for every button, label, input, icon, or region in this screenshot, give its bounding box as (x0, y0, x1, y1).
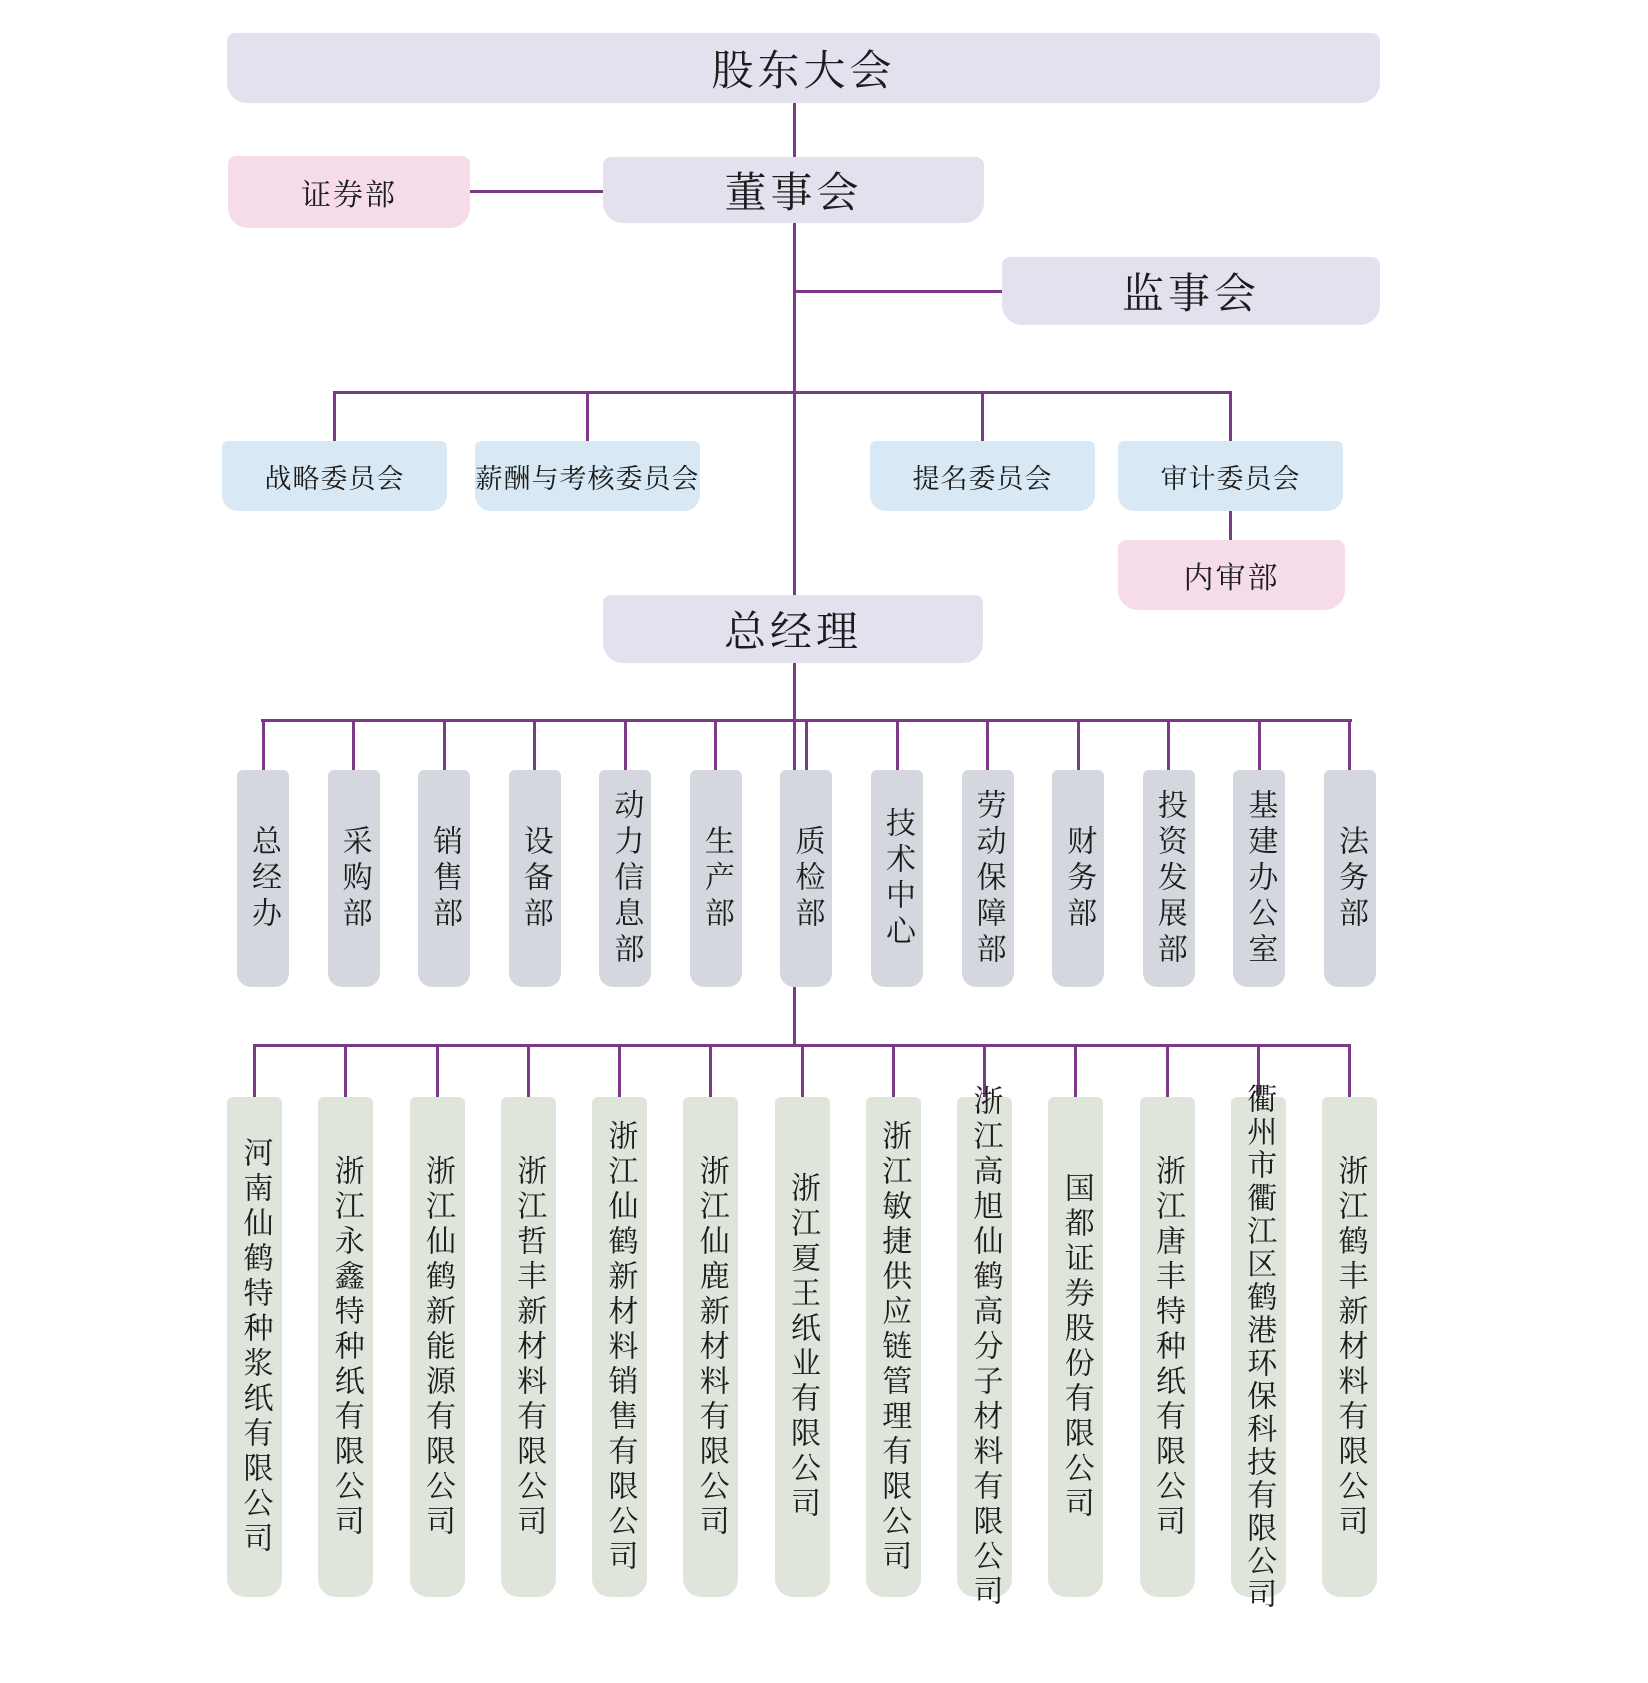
subsidiary-label: 浙江永鑫特种纸有限公司 (329, 1154, 363, 1540)
connector-stub (1348, 1044, 1351, 1097)
dept-column (1233, 719, 1285, 987)
strategy-committee-label: 战略委员会 (264, 463, 405, 494)
subsidiary-column (1322, 1044, 1377, 1597)
securities-dept-node (228, 156, 470, 228)
connector-stub (896, 719, 899, 770)
connector-stub (262, 719, 265, 770)
dept-column (1324, 719, 1376, 987)
subsidiary-label: 浙江鹤丰新材料有限公司 (1333, 1154, 1367, 1540)
nomination-committee-label: 提名委员会 (912, 463, 1053, 494)
subsidiary-label: 浙江哲丰新材料有限公司 (512, 1154, 546, 1540)
dept-label: 设备部 (518, 824, 552, 933)
departments-row (237, 719, 1376, 987)
dept-label: 生产部 (699, 824, 733, 933)
dept-label: 财务部 (1062, 824, 1096, 933)
subsidiary-column (1140, 1044, 1195, 1597)
subsidiary-column (410, 1044, 465, 1597)
dept-column (962, 719, 1014, 987)
subsidiary-label: 浙江夏王纸业有限公司 (786, 1172, 819, 1522)
securities-dept-label: 证券部 (301, 179, 397, 212)
dept-column (328, 719, 380, 987)
subsidiary-label: 浙江仙鹤新能源有限公司 (421, 1154, 454, 1540)
subsidiary-column (1231, 1044, 1286, 1611)
connector-stub (344, 1044, 347, 1097)
subsidiaries-row (227, 1044, 1377, 1611)
dept-label: 总经办 (247, 824, 280, 933)
subsidiary-label: 浙江仙鹤新材料销售有限公司 (603, 1119, 637, 1575)
general-manager-label: 总经理 (723, 608, 862, 655)
dept-column (509, 719, 561, 987)
subsidiary-column (683, 1044, 738, 1597)
connector-stub (1077, 719, 1080, 770)
connector-stub (714, 719, 717, 770)
board-of-directors-label: 董事会 (724, 169, 863, 216)
dept-column (1143, 719, 1195, 987)
dept-column (690, 719, 742, 987)
dept-label: 法务部 (1333, 824, 1367, 933)
connector-stub-committee-2 (586, 391, 589, 441)
connector-line-shareholders-board (793, 103, 796, 157)
shareholders-meeting-node (227, 33, 1380, 103)
connector-stub (801, 1044, 804, 1097)
connector-stub (618, 1044, 621, 1097)
subsidiary-column (592, 1044, 647, 1597)
connector-stub (1074, 1044, 1077, 1097)
connector-stub (624, 719, 627, 770)
connector-bar-subsidiaries (253, 1044, 1351, 1047)
connector-stub (436, 1044, 439, 1097)
connector-stub (1166, 1044, 1169, 1097)
subsidiary-label: 浙江高旭仙鹤高分子材料有限公司 (968, 1084, 1002, 1610)
audit-committee-label: 审计委员会 (1160, 463, 1301, 494)
subsidiary-column (1048, 1044, 1103, 1597)
dept-label: 采购部 (337, 824, 371, 933)
connector-stub (805, 719, 808, 770)
connector-stub (527, 1044, 530, 1097)
subsidiary-column (227, 1044, 282, 1597)
subsidiary-label: 浙江唐丰特种纸有限公司 (1151, 1154, 1184, 1540)
connector-stub (709, 1044, 712, 1097)
connector-stub-committee-1 (333, 391, 336, 441)
subsidiary-label: 浙江敏捷供应链管理有限公司 (877, 1119, 911, 1575)
connector-line-board-gm (793, 223, 796, 595)
general-manager-node (603, 595, 983, 663)
connector-stub (1348, 719, 1351, 770)
subsidiary-label: 衢州市衢江区鹤港环保科技有限公司 (1242, 1083, 1276, 1611)
dept-label: 技术中心 (881, 806, 915, 951)
connector-line-securities-board (470, 190, 603, 193)
connector-stub-committee-4 (1229, 391, 1232, 441)
connector-stub (533, 719, 536, 770)
strategy-committee-node (222, 441, 447, 511)
dept-column (599, 719, 651, 987)
subsidiary-label: 浙江仙鹿新材料有限公司 (694, 1154, 728, 1540)
dept-label: 劳动保障部 (971, 788, 1005, 969)
subsidiary-column (866, 1044, 921, 1597)
connector-stub (892, 1044, 895, 1097)
board-of-directors-node (603, 157, 984, 223)
nomination-committee-node (870, 441, 1095, 511)
remuneration-committee-node (475, 441, 700, 511)
connector-stub (1258, 719, 1261, 770)
subsidiary-column (318, 1044, 373, 1597)
dept-label: 销售部 (428, 824, 462, 933)
internal-audit-dept-label: 内审部 (1183, 562, 1280, 595)
connector-stub (986, 719, 989, 770)
dept-label: 投资发展部 (1152, 788, 1186, 969)
remuneration-committee-label: 薪酬与考核委员会 (475, 463, 700, 494)
subsidiary-column (957, 1044, 1012, 1610)
connector-stub (443, 719, 446, 770)
connector-stub (352, 719, 355, 770)
subsidiary-column (501, 1044, 556, 1597)
audit-committee-node (1118, 441, 1343, 511)
dept-column (1052, 719, 1104, 987)
shareholders-meeting-label: 股东大会 (711, 47, 896, 94)
dept-label: 基建办公室 (1243, 788, 1277, 969)
connector-stub-committee-3 (981, 391, 984, 441)
dept-label: 动力信息部 (609, 788, 643, 969)
subsidiary-label: 国都证券股份有限公司 (1059, 1172, 1093, 1522)
connector-line-board-supervisory (795, 290, 1002, 293)
subsidiary-label: 河南仙鹤特种浆纸有限公司 (238, 1137, 272, 1557)
supervisory-board-label: 监事会 (1121, 270, 1260, 317)
subsidiary-column (775, 1044, 830, 1597)
connector-bar-committees (333, 391, 1232, 394)
connector-line-audit-internal-audit (1229, 511, 1232, 540)
dept-column (418, 719, 470, 987)
dept-label: 质检部 (790, 824, 824, 933)
connector-stub (1167, 719, 1170, 770)
dept-column (871, 719, 923, 987)
dept-column (780, 719, 832, 987)
supervisory-board-node (1002, 257, 1380, 325)
dept-column (237, 719, 289, 987)
connector-bar-departments (261, 719, 1352, 722)
connector-stub (253, 1044, 256, 1097)
internal-audit-dept-node (1118, 540, 1345, 610)
